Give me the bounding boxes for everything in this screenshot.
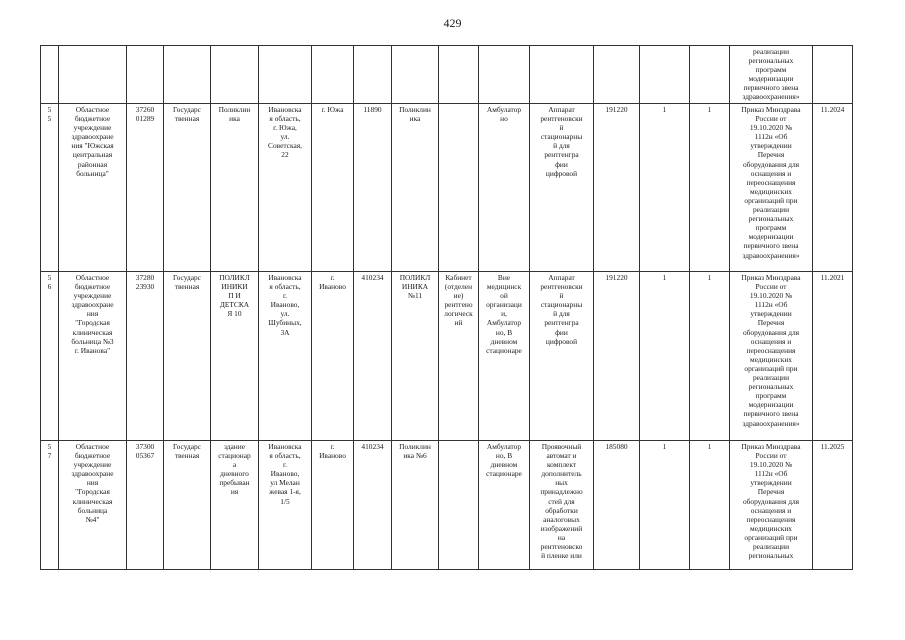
cell-unit: Поликлин ика: [211, 104, 259, 272]
cell-postcode: 410234: [354, 441, 392, 570]
cell-care-conditions: Вне медицинск ой организаци и, Амбулатор но, В дневном стационаре: [479, 272, 530, 441]
cell-order-continuation: реализации региональных программ модернизации первичного звена здравоохранения»: [730, 46, 813, 104]
table-row-continuation: [41, 46, 853, 104]
cell-department: Поликлин ика №6: [392, 441, 439, 570]
equipment-table: [40, 45, 853, 570]
cell-empty: [479, 46, 530, 104]
cell-empty: [164, 46, 211, 104]
cell-org-code: 37260 01289: [127, 104, 164, 272]
cell-empty: [690, 46, 730, 104]
cell-empty: [211, 46, 259, 104]
cell-okpd-code: 185080: [594, 441, 640, 570]
table-row: [41, 272, 853, 441]
cell-room: Кабинет (отделен ие) рентгено логическ ий: [439, 272, 479, 441]
cell-equipment: Проявочный автомат и комплект дополнитель ных принадлежно стей для обработки аналоговых изображений на рентгеновско й пленке или: [530, 441, 594, 570]
cell-equipment: Аппарат рентгеновски й стационарны й для рентгенгра фии цифровой: [530, 272, 594, 441]
cell-quantity-1: 1: [640, 272, 690, 441]
cell-care-conditions: Амбулатор но, В дневном стационаре: [479, 441, 530, 570]
cell-empty: [259, 46, 312, 104]
cell-organization: Областное бюджетное учреждение здравоохране ния "Городская клиническая больница №3 г. Иванова": [59, 272, 127, 441]
cell-ownership: Государс твенная: [164, 104, 211, 272]
cell-equipment: Аппарат рентгеновски й стационарны й для рентгенгра фии цифровой: [530, 104, 594, 272]
cell-department: ПОЛИКЛ ИНИКА №11: [392, 272, 439, 441]
cell-unit: здание стационар а дневного пребыван ия: [211, 441, 259, 570]
cell-row-number: 5 7: [41, 441, 59, 570]
cell-date: 11.2021: [813, 272, 853, 441]
cell-quantity-2: 1: [690, 104, 730, 272]
cell-empty: [59, 46, 127, 104]
cell-quantity-2: 1: [690, 441, 730, 570]
cell-address: Ивановска я область, г. Иваново, ул. Шубиных, 3А: [259, 272, 312, 441]
cell-ownership: Государс твенная: [164, 441, 211, 570]
cell-quantity-2: 1: [690, 272, 730, 441]
cell-organization: Областное бюджетное учреждение здравоохране ния "Городская клиническая больница №4": [59, 441, 127, 570]
cell-empty: [530, 46, 594, 104]
cell-unit: ПОЛИКЛ ИНИКИ П И ДЕТСКА Я 10: [211, 272, 259, 441]
cell-row-number: 5 5: [41, 104, 59, 272]
cell-city: г. Иваново: [312, 441, 354, 570]
cell-org-code: 37280 23930: [127, 272, 164, 441]
cell-postcode: 11890: [354, 104, 392, 272]
cell-empty: [127, 46, 164, 104]
cell-room: [439, 104, 479, 272]
cell-organization: Областное бюджетное учреждение здравоохране ния "Южская центральная районная больница": [59, 104, 127, 272]
cell-postcode: 410234: [354, 272, 392, 441]
cell-empty: [813, 46, 853, 104]
cell-order: Приказ Минздрава России от 19.10.2020 № 1112н «Об утверждении Перечня оборудования для оснащения и переоснащения медицинских организаций при реализации региональных программ модернизации первичного звена здравоохранения»: [730, 272, 813, 441]
cell-okpd-code: 191220: [594, 104, 640, 272]
cell-ownership: Государс твенная: [164, 272, 211, 441]
cell-date: 11.2025: [813, 441, 853, 570]
cell-org-code: 37300 05367: [127, 441, 164, 570]
cell-okpd-code: 191220: [594, 272, 640, 441]
cell-empty: [439, 46, 479, 104]
cell-care-conditions: Амбулатор но: [479, 104, 530, 272]
cell-order: Приказ Минздрава России от 19.10.2020 № 1112н «Об утверждении Перечня оборудования для оснащения и переоснащения медицинских организаций при реализации региональных программ модернизации первичного звена здравоохранения»: [730, 104, 813, 272]
cell-city: г. Южа: [312, 104, 354, 272]
cell-room: [439, 441, 479, 570]
cell-address: Ивановска я область, г. Южа, ул. Советская, 22: [259, 104, 312, 272]
cell-address: Ивановска я область, г. Иваново, ул Мелан жевая 1-я, 1/5: [259, 441, 312, 570]
page-number: 429: [443, 16, 462, 30]
cell-quantity-1: 1: [640, 441, 690, 570]
table-row: [41, 441, 853, 570]
cell-row-number: 5 6: [41, 272, 59, 441]
cell-empty: [594, 46, 640, 104]
cell-empty: [640, 46, 690, 104]
cell-empty: [392, 46, 439, 104]
table-row: [41, 104, 853, 272]
cell-order: Приказ Минздрава России от 19.10.2020 № 1112н «Об утверждении Перечня оборудования для оснащения и переоснащения медицинских организаций при реализации региональных: [730, 441, 813, 570]
cell-quantity-1: 1: [640, 104, 690, 272]
cell-empty: [312, 46, 354, 104]
cell-date: 11.2024: [813, 104, 853, 272]
cell-city: г. Иваново: [312, 272, 354, 441]
cell-empty: [354, 46, 392, 104]
cell-department: Поликлин ика: [392, 104, 439, 272]
cell-empty: [41, 46, 59, 104]
